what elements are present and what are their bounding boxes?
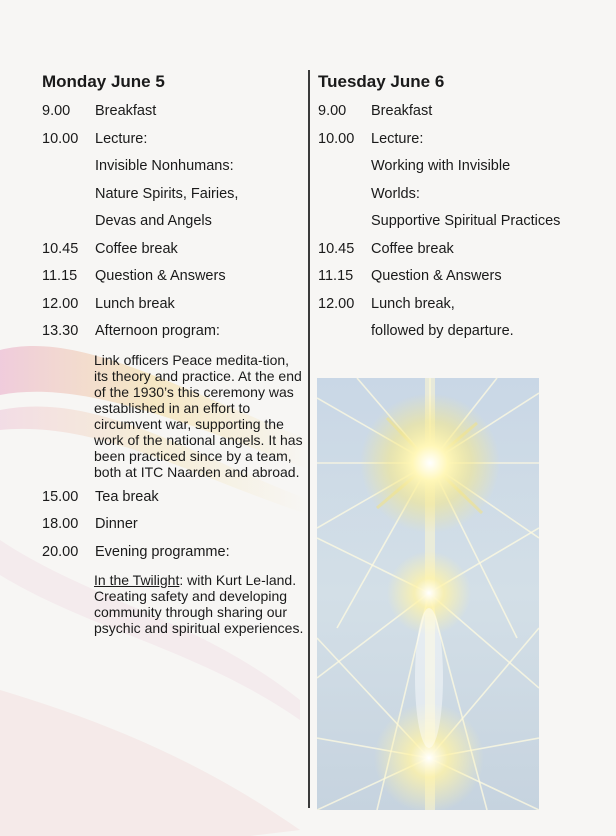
time: 11.15 — [42, 268, 78, 284]
activity: Lecture: — [95, 130, 148, 147]
activity: Question & Answers — [371, 268, 502, 284]
activity: Dinner — [95, 516, 138, 532]
radiant-light-painting — [317, 378, 539, 810]
time: 20.00 — [42, 543, 79, 560]
activity: Breakfast — [371, 103, 433, 119]
activity: Tea break — [95, 488, 159, 505]
lecture-line: Worlds: — [371, 185, 420, 202]
lecture-line: Working with Invisible — [371, 158, 511, 174]
schedule-row — [318, 236, 588, 264]
lecture-line: Supportive Spiritual Practices — [371, 213, 561, 229]
schedule-row — [42, 98, 304, 126]
time: 11.15 — [318, 268, 354, 284]
tuesday-column — [318, 72, 588, 346]
activity: Coffee break — [371, 240, 454, 257]
time: 9.00 — [42, 103, 71, 119]
schedule-row — [42, 236, 304, 264]
schedule-row — [42, 318, 304, 346]
activity: Lecture: — [371, 130, 424, 147]
activity: Question & Answers — [95, 268, 226, 284]
schedule-row — [42, 511, 304, 539]
monday-heading: Monday June 5 — [42, 72, 165, 91]
schedule-row — [318, 98, 588, 126]
activity: Evening programme: — [95, 543, 230, 560]
activity: Lunch break, — [371, 295, 455, 312]
schedule-row — [42, 539, 304, 567]
activity: Coffee break — [95, 240, 178, 257]
monday-column — [42, 72, 304, 640]
schedule-row — [318, 126, 588, 154]
activity: Afternoon program: — [95, 323, 220, 339]
time: 13.30 — [42, 323, 79, 339]
time: 10.00 — [318, 130, 355, 147]
afternoon-description: Link officers Peace medita-tion, its theory and practice. At the end of the 1930’s this ceremony was established in an effort to circumvent war, supporting the work of the national angels. It has been practiced since by a team, both at ITC Naarden and abroad. — [94, 351, 303, 480]
evening-description — [42, 572, 304, 636]
evening-text: : with Kurt Le-land. Creating safety and developing community through sharing our psychic and spiritual experiences. — [94, 572, 304, 636]
column-divider — [308, 70, 310, 808]
lecture-line: Invisible Nonhumans: — [95, 158, 234, 174]
time: 12.00 — [42, 295, 79, 312]
time: 15.00 — [42, 488, 79, 505]
time: 12.00 — [318, 295, 355, 312]
activity: Lunch break — [95, 295, 175, 312]
schedule-row — [42, 484, 304, 512]
schedule-row — [318, 291, 588, 319]
tuesday-heading: Tuesday June 6 — [318, 72, 445, 91]
time: 10.45 — [318, 240, 355, 257]
time: 10.00 — [42, 130, 79, 147]
lecture-line: Devas and Angels — [95, 213, 212, 229]
time: 10.45 — [42, 240, 79, 257]
time: 18.00 — [42, 516, 79, 532]
evening-title-link: In the Twilight — [94, 572, 180, 588]
activity: Breakfast — [95, 103, 157, 119]
schedule-row — [42, 126, 304, 154]
schedule-row — [318, 263, 588, 291]
time: 9.00 — [318, 103, 347, 119]
lecture-line: Nature Spirits, Fairies, — [95, 185, 239, 202]
schedule-row — [42, 291, 304, 319]
lunch-continuation: followed by departure. — [371, 323, 514, 339]
schedule-row — [42, 263, 304, 291]
